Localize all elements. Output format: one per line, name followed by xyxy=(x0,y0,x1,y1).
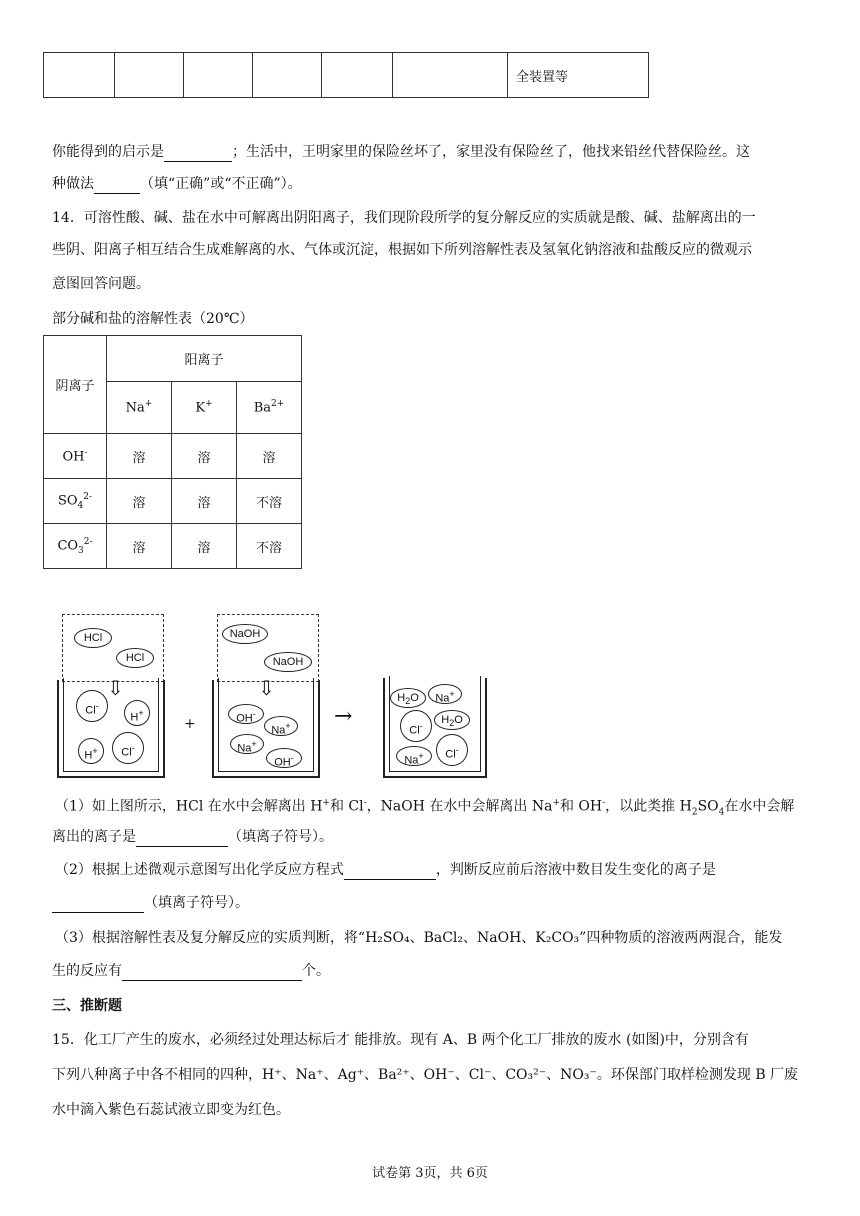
anion-cell: $SO_4^{2-}$ xyxy=(44,479,107,524)
table-cell xyxy=(393,53,508,98)
cl-ion: Cl- xyxy=(436,734,468,766)
table-cell xyxy=(115,53,184,98)
table-row xyxy=(44,524,302,569)
table-row xyxy=(44,479,302,524)
answer-blank[interactable] xyxy=(136,832,228,847)
hcl-dashed-box xyxy=(62,614,164,682)
solubility-cell: 溶 xyxy=(172,434,237,479)
table-cell xyxy=(184,53,253,98)
reaction-arrow: → xyxy=(334,704,353,729)
solubility-cell: 溶 xyxy=(237,434,302,479)
table-cell: 全装置等 xyxy=(508,53,649,98)
question-14-line: 意图回答问题。 xyxy=(52,276,150,292)
h-ion: H+ xyxy=(124,700,150,726)
cl-ion: Cl- xyxy=(76,690,108,722)
sub-question-2: （填离子符号）。 xyxy=(52,893,249,913)
water-molecule: $H_2O$ xyxy=(434,710,470,730)
table-cell xyxy=(44,53,115,98)
hcl-molecule: HCl xyxy=(116,648,154,668)
na-ion: Na+ xyxy=(396,746,432,766)
naoh-dashed-box xyxy=(217,614,319,682)
oh-ion: OH- xyxy=(228,704,264,724)
anion-header: 阴离子 xyxy=(44,336,107,434)
table-cell xyxy=(253,53,322,98)
top-table-fragment xyxy=(43,52,649,98)
down-arrow-icon: ⇩ xyxy=(107,676,124,700)
cation-cell: $Ba^{2+}$ xyxy=(237,382,302,434)
page-footer: 试卷第 3页，共 6页 xyxy=(372,1166,488,1181)
cl-ion: Cl- xyxy=(112,732,144,764)
paragraph-line: 种做法 （填“正确”或“不正确”）。 xyxy=(52,176,302,192)
sub-question-3: （3）根据溶解性表及复分解反应的实质判断，将“H₂SO₄、BaCl₂、NaOH、K₂CO₃”四种物质的溶液两两混合，能发 xyxy=(55,930,783,946)
sub-question-1: （1）如上图所示，HCl 在水中会解离出 H+和 Cl-，NaOH 在水中会解离出 Na+和 OH-，以此类推 $H_2SO_4$在水中会解 xyxy=(55,798,795,818)
table-cell xyxy=(322,53,393,98)
cation-cell: K+ xyxy=(172,382,237,434)
answer-blank[interactable] xyxy=(94,179,140,194)
answer-blank[interactable] xyxy=(344,865,436,880)
cation-cell: Na+ xyxy=(107,382,172,434)
paragraph-line: 你能得到的启示是 ；生活中，王明家里的保险丝坏了，家里没有保险丝了，他找来铅丝代替保险丝。这 xyxy=(52,144,750,160)
plus-sign: + xyxy=(184,716,196,732)
question-15-line: 水中滴入紫色石蕊试液立即变为红色。 xyxy=(52,1102,290,1118)
hcl-molecule: HCl xyxy=(74,628,112,648)
solubility-cell: 溶 xyxy=(172,524,237,569)
solubility-cell: 溶 xyxy=(107,479,172,524)
na-ion: Na+ xyxy=(428,684,462,704)
table-title: 部分碱和盐的溶解性表（20℃） xyxy=(52,311,254,327)
beaker-hcl xyxy=(57,676,165,778)
question-14-line: 些阴、阳离子相互结合生成难解离的水、气体或沉淀，根据如下所列溶解性表及氢氧化钠溶液和盐酸反应的微观示 xyxy=(52,242,752,258)
solubility-cell: 溶 xyxy=(107,434,172,479)
oh-ion: OH- xyxy=(266,748,302,768)
solubility-cell: 不溶 xyxy=(237,524,302,569)
answer-blank[interactable] xyxy=(164,147,232,162)
solubility-cell: 不溶 xyxy=(237,479,302,524)
h-ion: H+ xyxy=(78,738,104,764)
answer-blank[interactable] xyxy=(52,898,144,913)
answer-blank[interactable] xyxy=(122,966,302,981)
question-14-line: 14．可溶性酸、碱、盐在水中可解离出阴阳离子，我们现阶段所学的复分解反应的实质就是酸、碱、盐解离出的一 xyxy=(52,210,756,226)
naoh-molecule: NaOH xyxy=(264,652,312,672)
na-ion: Na+ xyxy=(264,716,298,736)
cation-header: 阳离子 xyxy=(107,336,302,382)
solubility-cell: 溶 xyxy=(172,479,237,524)
reaction-diagram xyxy=(0,600,860,785)
anion-cell: $CO_3^{2-}$ xyxy=(44,524,107,569)
question-15-line: 15．化工厂产生的废水，必须经过处理达标后才 能排放。现有 A、B 两个化工厂排放的废水 (如图)中，分别含有 xyxy=(52,1032,749,1048)
sub-question-2: （2）根据上述微观示意图写出化学反应方程式 ，判断反应前后溶液中数目发生变化的离子是 xyxy=(55,862,716,878)
down-arrow-icon: ⇩ xyxy=(258,676,275,700)
cl-ion: Cl- xyxy=(400,710,432,742)
anion-cell: OH- xyxy=(44,434,107,479)
water-molecule: $H_2O$ xyxy=(390,688,426,708)
solubility-table xyxy=(43,335,302,569)
solubility-cell: 溶 xyxy=(107,524,172,569)
naoh-molecule: NaOH xyxy=(222,624,268,644)
table-row xyxy=(44,434,302,479)
question-15-line: 下列八种离子中各不相同的四种，H⁺、Na⁺、Ag⁺、Ba²⁺、OH⁻、Cl⁻、CO₃²⁻、NO₃⁻。环保部门取样检测发现 B 厂废 xyxy=(52,1067,799,1083)
sub-question-1: 离出的离子是 （填离子符号）。 xyxy=(52,829,333,845)
section-heading: 三、推断题 xyxy=(52,998,122,1014)
sub-question-3: 生的反应有 个。 xyxy=(52,963,330,979)
na-ion: Na+ xyxy=(230,734,264,754)
